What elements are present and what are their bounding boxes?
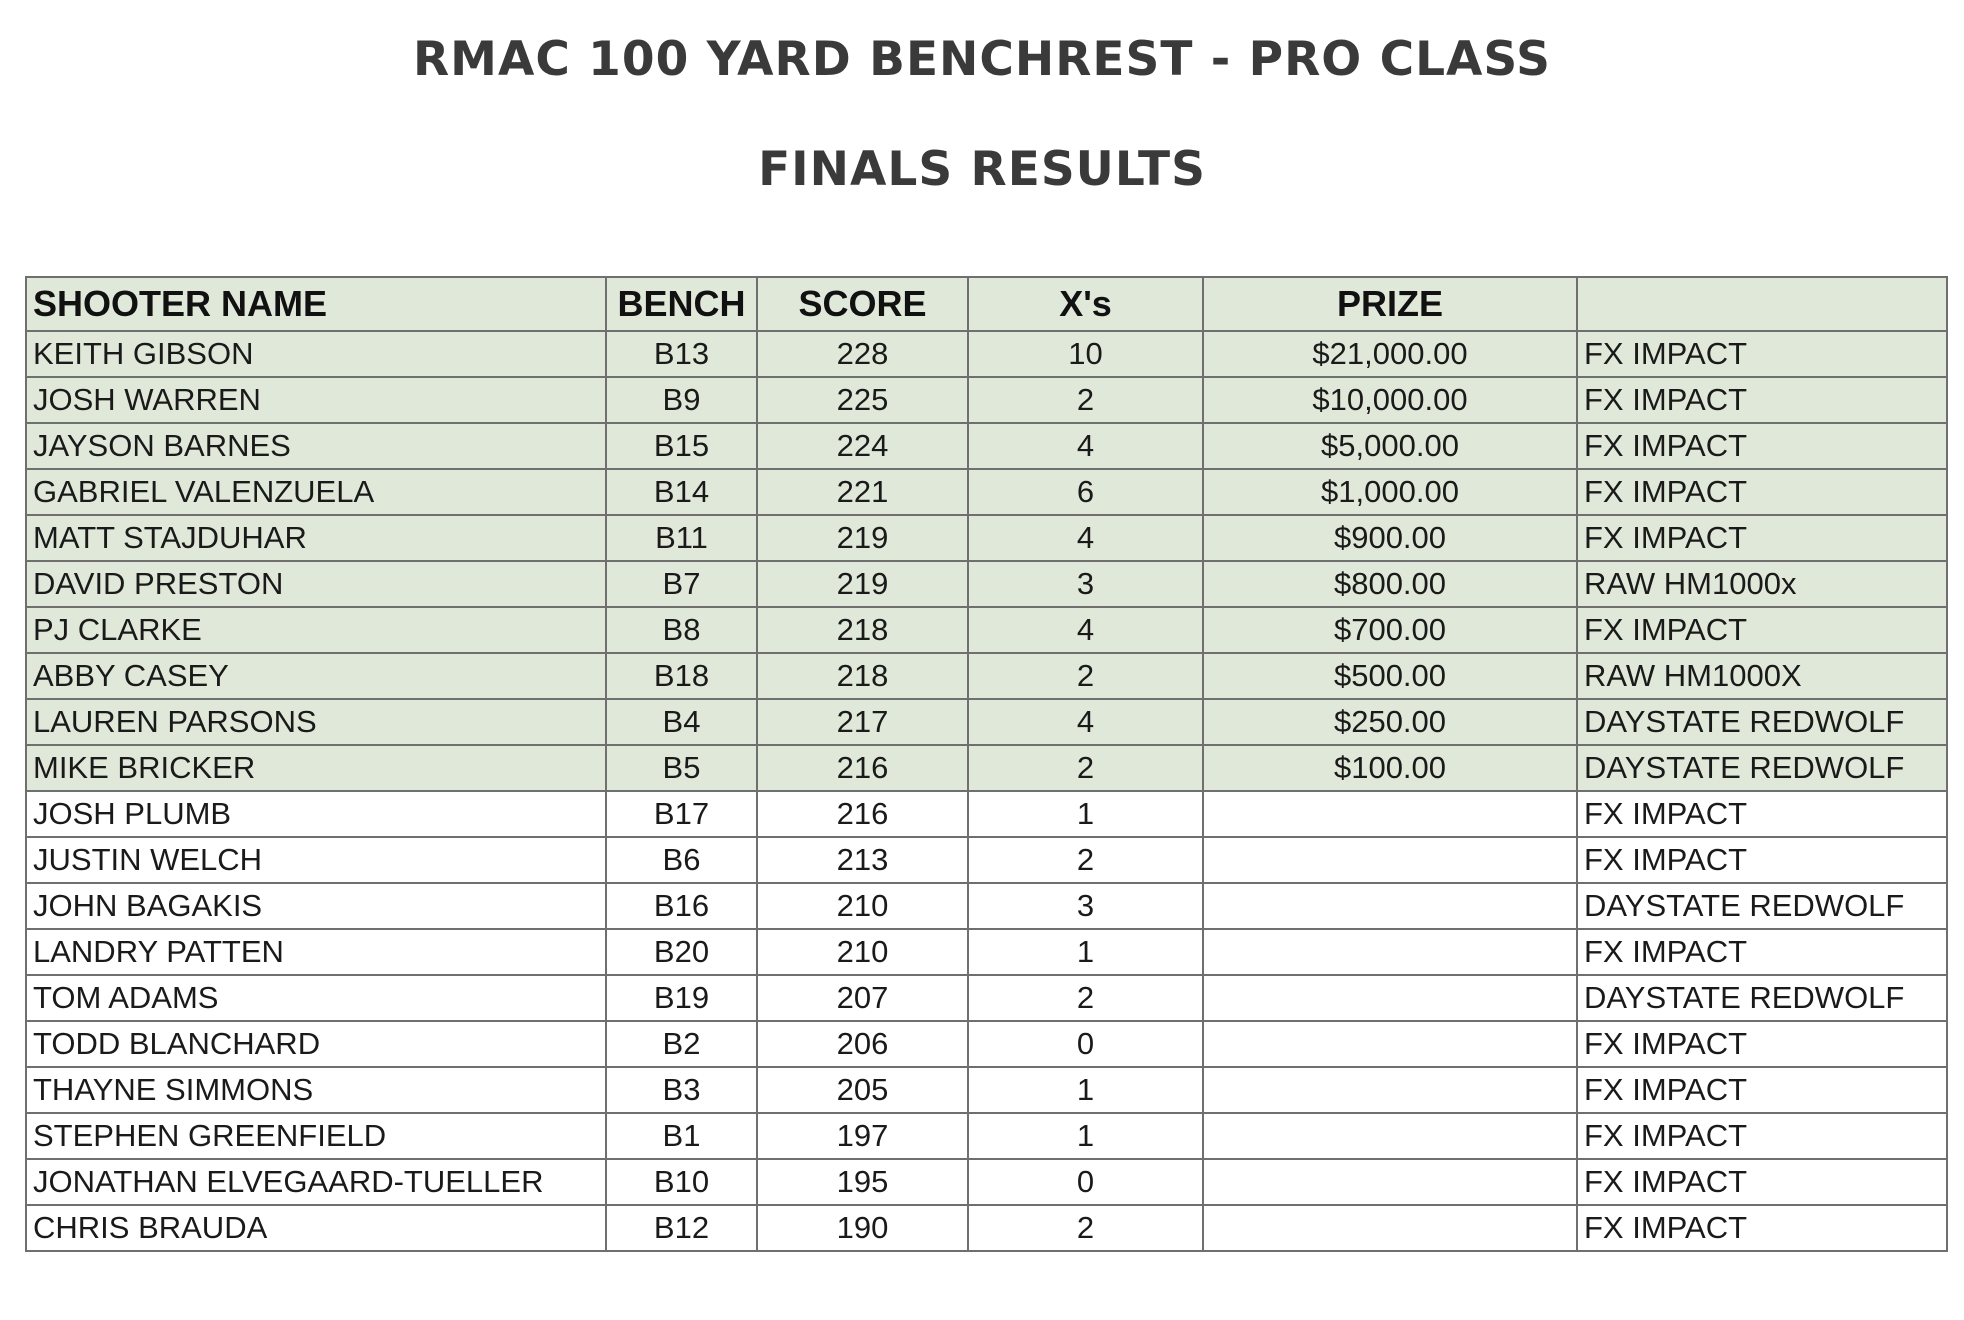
cell-gun: FX IMPACT <box>1577 331 1947 377</box>
cell-gun: FX IMPACT <box>1577 1021 1947 1067</box>
cell-gun: RAW HM1000X <box>1577 653 1947 699</box>
cell-shooter-name: PJ CLARKE <box>26 607 606 653</box>
cell-shooter-name: TOM ADAMS <box>26 975 606 1021</box>
table-row <box>26 1159 1947 1205</box>
cell-xs: 4 <box>968 699 1203 745</box>
cell-prize: $250.00 <box>1203 699 1577 745</box>
cell-bench: B13 <box>606 331 757 377</box>
cell-prize <box>1203 1205 1577 1251</box>
cell-bench: B9 <box>606 377 757 423</box>
header-score: SCORE <box>757 277 968 331</box>
header-shooter-name: SHOOTER NAME <box>26 277 606 331</box>
cell-xs: 2 <box>968 1205 1203 1251</box>
cell-score: 224 <box>757 423 968 469</box>
cell-bench: B18 <box>606 653 757 699</box>
table-row <box>26 791 1947 837</box>
cell-gun: FX IMPACT <box>1577 515 1947 561</box>
table-row <box>26 469 1947 515</box>
header-gun <box>1577 277 1947 331</box>
cell-score: 190 <box>757 1205 968 1251</box>
cell-xs: 3 <box>968 561 1203 607</box>
table-row <box>26 837 1947 883</box>
cell-bench: B19 <box>606 975 757 1021</box>
cell-prize: $800.00 <box>1203 561 1577 607</box>
cell-score: 219 <box>757 561 968 607</box>
cell-score: 218 <box>757 653 968 699</box>
cell-score: 205 <box>757 1067 968 1113</box>
cell-shooter-name: CHRIS BRAUDA <box>26 1205 606 1251</box>
cell-prize <box>1203 929 1577 975</box>
cell-prize: $700.00 <box>1203 607 1577 653</box>
cell-bench: B10 <box>606 1159 757 1205</box>
cell-shooter-name: MATT STAJDUHAR <box>26 515 606 561</box>
cell-xs: 2 <box>968 653 1203 699</box>
cell-bench: B16 <box>606 883 757 929</box>
table-row <box>26 423 1947 469</box>
table-row <box>26 883 1947 929</box>
cell-gun: DAYSTATE REDWOLF <box>1577 699 1947 745</box>
cell-gun: FX IMPACT <box>1577 791 1947 837</box>
cell-bench: B14 <box>606 469 757 515</box>
cell-score: 216 <box>757 745 968 791</box>
table-row <box>26 515 1947 561</box>
cell-gun: DAYSTATE REDWOLF <box>1577 883 1947 929</box>
cell-prize: $1,000.00 <box>1203 469 1577 515</box>
cell-gun: FX IMPACT <box>1577 1205 1947 1251</box>
cell-xs: 3 <box>968 883 1203 929</box>
cell-prize: $900.00 <box>1203 515 1577 561</box>
cell-score: 210 <box>757 883 968 929</box>
cell-prize: $500.00 <box>1203 653 1577 699</box>
cell-prize <box>1203 883 1577 929</box>
cell-xs: 2 <box>968 837 1203 883</box>
header-row <box>26 277 1947 331</box>
table-row <box>26 653 1947 699</box>
cell-prize <box>1203 791 1577 837</box>
table-row <box>26 1205 1947 1251</box>
cell-shooter-name: GABRIEL VALENZUELA <box>26 469 606 515</box>
cell-shooter-name: STEPHEN GREENFIELD <box>26 1113 606 1159</box>
cell-xs: 1 <box>968 1113 1203 1159</box>
page-subtitle: FINALS RESULTS <box>758 142 1206 197</box>
cell-gun: FX IMPACT <box>1577 469 1947 515</box>
cell-shooter-name: LANDRY PATTEN <box>26 929 606 975</box>
cell-prize: $5,000.00 <box>1203 423 1577 469</box>
cell-score: 221 <box>757 469 968 515</box>
cell-prize: $100.00 <box>1203 745 1577 791</box>
cell-shooter-name: THAYNE SIMMONS <box>26 1067 606 1113</box>
cell-prize <box>1203 837 1577 883</box>
cell-gun: FX IMPACT <box>1577 1113 1947 1159</box>
cell-gun: FX IMPACT <box>1577 837 1947 883</box>
cell-gun: FX IMPACT <box>1577 423 1947 469</box>
cell-score: 197 <box>757 1113 968 1159</box>
cell-gun: FX IMPACT <box>1577 1159 1947 1205</box>
table-row <box>26 331 1947 377</box>
cell-shooter-name: JOSH WARREN <box>26 377 606 423</box>
cell-xs: 0 <box>968 1021 1203 1067</box>
cell-xs: 4 <box>968 515 1203 561</box>
cell-bench: B17 <box>606 791 757 837</box>
cell-bench: B6 <box>606 837 757 883</box>
cell-score: 225 <box>757 377 968 423</box>
cell-xs: 4 <box>968 423 1203 469</box>
cell-shooter-name: LAUREN PARSONS <box>26 699 606 745</box>
cell-score: 206 <box>757 1021 968 1067</box>
results-table-body <box>26 331 1947 1251</box>
table-row <box>26 699 1947 745</box>
results-table-header <box>26 277 1947 331</box>
table-row <box>26 745 1947 791</box>
cell-shooter-name: JOHN BAGAKIS <box>26 883 606 929</box>
cell-score: 210 <box>757 929 968 975</box>
cell-prize <box>1203 975 1577 1021</box>
cell-xs: 4 <box>968 607 1203 653</box>
header-prize: PRIZE <box>1203 277 1577 331</box>
cell-prize: $10,000.00 <box>1203 377 1577 423</box>
cell-score: 216 <box>757 791 968 837</box>
cell-bench: B8 <box>606 607 757 653</box>
table-row <box>26 1067 1947 1113</box>
cell-xs: 2 <box>968 975 1203 1021</box>
cell-bench: B4 <box>606 699 757 745</box>
cell-bench: B20 <box>606 929 757 975</box>
cell-shooter-name: TODD BLANCHARD <box>26 1021 606 1067</box>
cell-xs: 2 <box>968 377 1203 423</box>
cell-gun: FX IMPACT <box>1577 607 1947 653</box>
cell-prize <box>1203 1159 1577 1205</box>
cell-bench: B5 <box>606 745 757 791</box>
cell-xs: 1 <box>968 929 1203 975</box>
cell-score: 228 <box>757 331 968 377</box>
cell-prize <box>1203 1113 1577 1159</box>
cell-xs: 1 <box>968 1067 1203 1113</box>
cell-gun: FX IMPACT <box>1577 377 1947 423</box>
cell-shooter-name: MIKE BRICKER <box>26 745 606 791</box>
results-table <box>25 276 1948 1252</box>
cell-score: 213 <box>757 837 968 883</box>
cell-gun: DAYSTATE REDWOLF <box>1577 975 1947 1021</box>
table-row <box>26 1113 1947 1159</box>
header-xs: X's <box>968 277 1203 331</box>
cell-bench: B7 <box>606 561 757 607</box>
cell-xs: 10 <box>968 331 1203 377</box>
cell-xs: 6 <box>968 469 1203 515</box>
cell-score: 217 <box>757 699 968 745</box>
cell-bench: B11 <box>606 515 757 561</box>
cell-score: 207 <box>757 975 968 1021</box>
cell-prize: $21,000.00 <box>1203 331 1577 377</box>
cell-gun: FX IMPACT <box>1577 929 1947 975</box>
cell-xs: 2 <box>968 745 1203 791</box>
cell-bench: B1 <box>606 1113 757 1159</box>
cell-bench: B15 <box>606 423 757 469</box>
cell-gun: RAW HM1000x <box>1577 561 1947 607</box>
cell-prize <box>1203 1067 1577 1113</box>
page-title: RMAC 100 YARD BENCHREST - PRO CLASS <box>412 32 1552 87</box>
table-row <box>26 607 1947 653</box>
cell-bench: B2 <box>606 1021 757 1067</box>
cell-prize <box>1203 1021 1577 1067</box>
table-row <box>26 975 1947 1021</box>
header-bench: BENCH <box>606 277 757 331</box>
cell-score: 219 <box>757 515 968 561</box>
cell-shooter-name: DAVID PRESTON <box>26 561 606 607</box>
table-row <box>26 561 1947 607</box>
cell-score: 195 <box>757 1159 968 1205</box>
cell-bench: B12 <box>606 1205 757 1251</box>
cell-shooter-name: KEITH GIBSON <box>26 331 606 377</box>
cell-score: 218 <box>757 607 968 653</box>
cell-bench: B3 <box>606 1067 757 1113</box>
cell-shooter-name: JUSTIN WELCH <box>26 837 606 883</box>
cell-gun: DAYSTATE REDWOLF <box>1577 745 1947 791</box>
cell-gun: FX IMPACT <box>1577 1067 1947 1113</box>
table-row <box>26 377 1947 423</box>
cell-shooter-name: JAYSON BARNES <box>26 423 606 469</box>
cell-xs: 0 <box>968 1159 1203 1205</box>
cell-shooter-name: ABBY CASEY <box>26 653 606 699</box>
table-row <box>26 929 1947 975</box>
table-row <box>26 1021 1947 1067</box>
cell-shooter-name: JOSH PLUMB <box>26 791 606 837</box>
cell-xs: 1 <box>968 791 1203 837</box>
cell-shooter-name: JONATHAN ELVEGAARD-TUELLER <box>26 1159 606 1205</box>
